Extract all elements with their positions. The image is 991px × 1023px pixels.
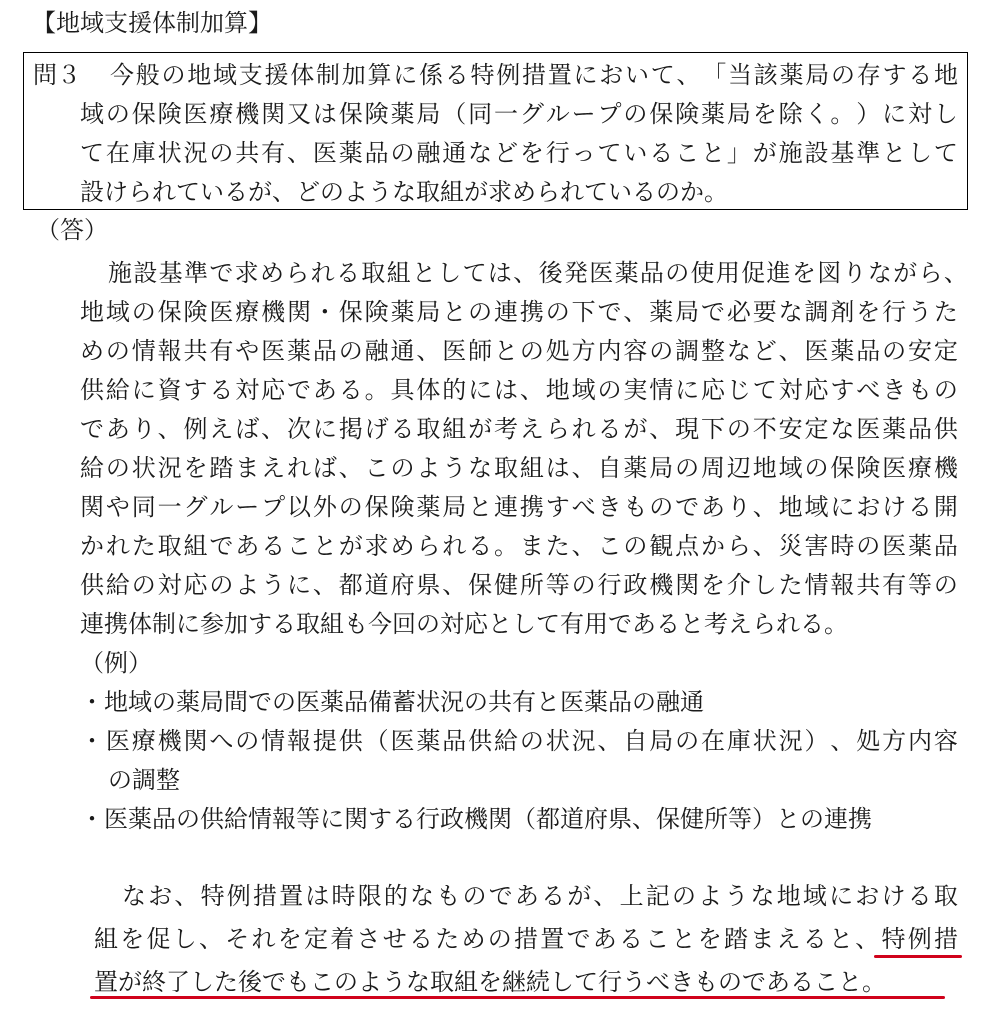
note-line-1: な お 、 特 例 措 置 は 時 限 的 な も の で あ る が 、 上 記 の よ う な 地 域 に お け る 取 [122,882,958,910]
example-item-1: ・地域の薬局間での医薬品備蓄状況の共有と医薬品の融通 [80,688,704,716]
answer-line-2: 地 域 の 保 険 医 療 機 関 ・ 保 険 薬 局 と の 連 携 の 下 で 、 薬 局 で 必 要 な 調 剤 を 行 う た [80,298,958,326]
answer-line-7: 関 や 同 一 グ ル ー プ 以 外 の 保 険 薬 局 と 連 携 す べ き も の で あ り 、 地 域 に お け る 開 [80,493,958,521]
answer-label: （答） [36,216,108,244]
question-label: 問３ [33,61,81,89]
answer-line-9: 供 給 の 対 応 の よ う に 、 都 道 府 県 、 保 健 所 等 の 行 政 機 関 を 介 し た 情 報 共 有 等 の [80,571,958,599]
note-line-2: 組 を 促 し 、 そ れ を 定 着 さ せ る た め の 措 置 で あ る こ と を 踏 ま え る と 、 特 例 措 [94,925,958,953]
example-item-2-cont: の調整 [108,766,180,794]
example-item-3: ・医薬品の供給情報等に関する行政機関（都道府県、保健所等）との連携 [80,805,872,833]
answer-line-8: か れ た 取 組 で あ る こ と が 求 め ら れ る 。 ま た 、 こ の 観 点 か ら 、 災 害 時 の 医 薬 品 [80,532,958,560]
answer-line-5: で あ り 、 例 え ば 、 次 に 掲 げ る 取 組 が 考 え ら れ る が 、 現 下 の 不 安 定 な 医 薬 品 供 [80,415,958,443]
answer-line-3: め の 情 報 共 有 や 医 薬 品 の 融 通 、 医 師 と の 処 方 内 容 の 調 整 な ど 、 医 薬 品 の 安 定 [80,337,958,365]
section-heading: 【地域支援体制加算】 [32,9,272,37]
answer-line-1: 施 設 基 準 で 求 め ら れ る 取 組 と し て は 、 後 発 医 薬 品 の 使 用 促 進 を 図 り な が ら 、 [108,259,968,287]
highlight-underline-1 [874,955,962,958]
answer-line-6: 給 の 状 況 を 踏 ま え れ ば 、 こ の よ う な 取 組 は 、 自 薬 局 の 周 辺 地 域 の 保 険 医 療 機 [80,454,958,482]
highlight-underline-2 [90,996,945,999]
question-line-2: 域 の 保 険 医 療 機 関 又 は 保 険 薬 局 （ 同 一 グ ル ー プ の 保 険 薬 局 を 除 く 。 ） に 対 し [80,100,958,128]
note-line-3: 置が終了した後でもこのような取組を継続して行うべきものであること。 [94,968,886,996]
question-line-4: 設けられているが、どのような取組が求められているのか。 [80,178,728,206]
example-label: （例） [80,649,152,677]
answer-line-4: 供 給 に 資 す る 対 応 で あ る 。 具 体 的 に は 、 地 域 の 実 情 に 応 じ て 対 応 す べ き も の [80,376,958,404]
question-line-1: 今 般 の 地 域 支 援 体 制 加 算 に 係 る 特 例 措 置 に お い て 、 「 当 該 薬 局 の 存 す る 地 [110,61,958,89]
question-line-3: て 在 庫 状 況 の 共 有 、 医 薬 品 の 融 通 な ど を 行 っ て い る こ と 」 が 施 設 基 準 と し て [80,139,958,167]
answer-line-10: 連携体制に参加する取組も今回の対応として有用であると考えられる。 [80,610,848,638]
example-item-2: ・ 医 療 機 関 へ の 情 報 提 供 （ 医 薬 品 供 給 の 状 況 、 自 局 の 在 庫 状 況 ） 、 処 方 内 容 [80,727,958,755]
